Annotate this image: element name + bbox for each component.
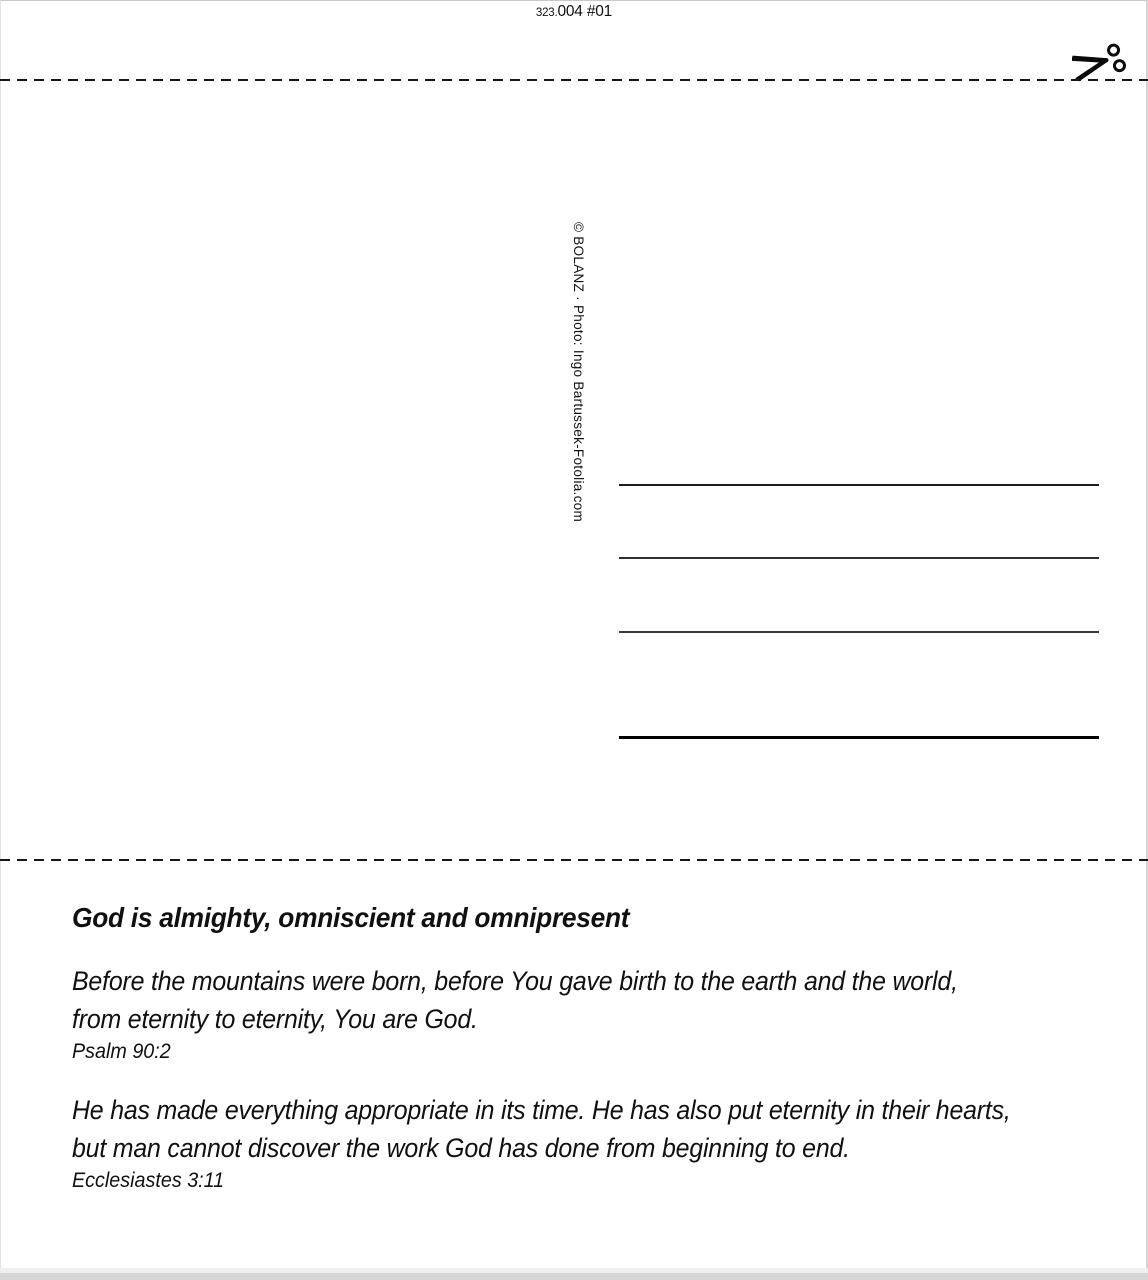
scissors-icon [1072, 42, 1126, 82]
page-code-prefix: 323. [535, 7, 558, 19]
verse-text-line: He has made everything appropriate in its time. He has also put eternity in their hearts, [72, 1095, 1011, 1125]
cut-line-bottom [0, 859, 1148, 861]
cut-line-top [0, 79, 1148, 81]
address-line [619, 631, 1099, 633]
verse-text-line: Before the mountains were born, before You gave birth to the earth and the world, [72, 966, 958, 996]
verse-reference: Psalm 90:2 [72, 1040, 171, 1063]
page-code-main: 004 #01 [557, 3, 613, 20]
verse-ecclesiastes [72, 1091, 1011, 1194]
verse-text-line: from eternity to eternity, You are God. [72, 1004, 478, 1034]
verse-reference: Ecclesiastes 3:11 [72, 1169, 225, 1192]
verse-block [72, 901, 1011, 1194]
address-line [619, 557, 1099, 559]
address-line-bold [619, 736, 1099, 739]
verse-title: God is almighty, omniscient and omnipresent [72, 902, 630, 933]
photo-credit: © BOLANZ · Photo: Ingo Bartussek-Fotolia.com [571, 222, 586, 523]
verse-text-line: but man cannot discover the work God has done from beginning to end. [72, 1133, 850, 1163]
address-line [619, 484, 1099, 486]
verse-psalm [72, 962, 1011, 1065]
page-bottom-edge [0, 1273, 1148, 1280]
page-code [0, 3, 1148, 21]
